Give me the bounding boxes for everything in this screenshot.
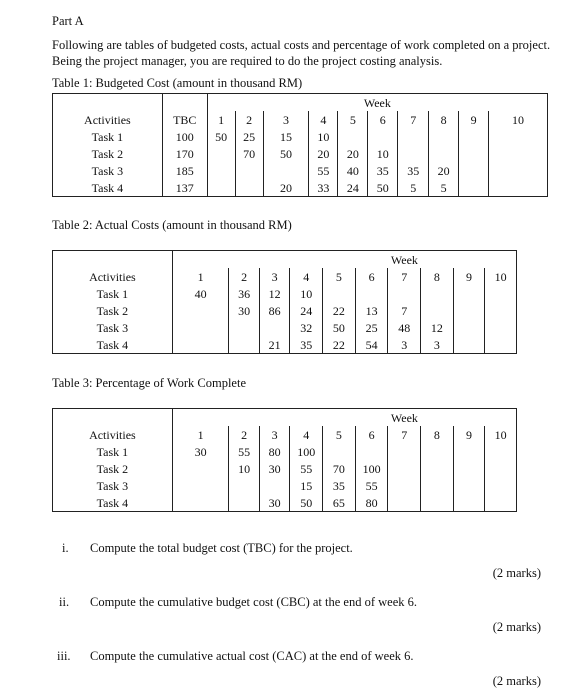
value-cell: 3 [421, 336, 454, 354]
value-cell: 50 [290, 494, 323, 512]
question-3-text: Compute the cumulative actual cost (CAC) at the end of week 6. [90, 649, 414, 663]
value-cell [388, 443, 421, 460]
value-cell: 25 [235, 128, 263, 145]
table-header-row [53, 111, 548, 128]
value-cell [355, 443, 388, 460]
column-header: 5 [338, 111, 368, 128]
column-header: 4 [309, 111, 338, 128]
question-2-number: ii. [59, 595, 70, 609]
value-cell [429, 128, 459, 145]
question-1-marks: (2 marks) [492, 566, 541, 580]
value-cell [388, 285, 421, 302]
work-complete-table [52, 408, 517, 512]
task-name-cell: Task 4 [53, 336, 173, 354]
value-cell: 10 [229, 460, 259, 477]
table-row [53, 251, 517, 269]
value-cell: 20 [309, 145, 338, 162]
column-header: 6 [355, 426, 388, 443]
value-cell: 50 [323, 319, 356, 336]
value-cell [421, 285, 454, 302]
task-name-cell: Task 4 [53, 494, 173, 512]
column-header: 1 [172, 268, 229, 285]
question-2-marks: (2 marks) [492, 620, 541, 634]
column-header: 8 [421, 426, 454, 443]
value-cell: 32 [290, 319, 323, 336]
column-header: 9 [453, 426, 485, 443]
value-cell: 3 [388, 336, 421, 354]
value-cell [485, 319, 517, 336]
table-row [53, 494, 517, 512]
table-cell [53, 251, 173, 269]
value-cell: 22 [323, 336, 356, 354]
value-cell [398, 145, 429, 162]
value-cell: 12 [259, 285, 289, 302]
table-row [53, 145, 548, 162]
value-cell: 10 [309, 128, 338, 145]
task-name-cell: Task 4 [53, 179, 163, 197]
value-cell [485, 477, 517, 494]
table-2-caption: Table 2: Actual Costs (amount in thousand RM) [52, 218, 292, 232]
value-cell: 50 [263, 145, 309, 162]
value-cell: 137 [162, 179, 207, 197]
week-header: Week [172, 409, 516, 427]
budget-cost-table [52, 93, 548, 197]
value-cell [421, 443, 454, 460]
value-cell: 55 [290, 460, 323, 477]
table-header-row [53, 268, 517, 285]
part-title: Part A [52, 14, 84, 28]
value-cell [388, 477, 421, 494]
table-header-row [53, 426, 517, 443]
intro-paragraph: Following are tables of budgeted costs, actual costs and percentage of work completed on a project. Being the project manager, you are required to do the project costing analysis. [52, 38, 551, 68]
value-cell: 24 [290, 302, 323, 319]
value-cell: 55 [229, 443, 259, 460]
value-cell [263, 162, 309, 179]
value-cell [459, 179, 489, 197]
value-cell: 5 [398, 179, 429, 197]
value-cell [172, 319, 229, 336]
task-name-cell: Task 3 [53, 319, 173, 336]
table-cell [53, 94, 163, 112]
column-header: 1 [172, 426, 229, 443]
value-cell [489, 145, 548, 162]
value-cell [235, 179, 263, 197]
task-name-cell: Task 2 [53, 460, 173, 477]
column-header: 3 [259, 426, 289, 443]
column-header: 10 [489, 111, 548, 128]
column-header: 5 [323, 268, 356, 285]
value-cell [421, 302, 454, 319]
value-cell: 48 [388, 319, 421, 336]
value-cell [398, 128, 429, 145]
value-cell: 22 [323, 302, 356, 319]
value-cell: 70 [235, 145, 263, 162]
table-cell [162, 94, 207, 112]
column-header: 8 [429, 111, 459, 128]
value-cell [388, 460, 421, 477]
value-cell: 25 [355, 319, 388, 336]
value-cell: 40 [338, 162, 368, 179]
value-cell: 15 [263, 128, 309, 145]
value-cell: 80 [355, 494, 388, 512]
value-cell: 100 [355, 460, 388, 477]
value-cell [368, 128, 398, 145]
table-row [53, 302, 517, 319]
column-header: 8 [421, 268, 454, 285]
table-3-caption: Table 3: Percentage of Work Complete [52, 376, 247, 390]
value-cell: 50 [368, 179, 398, 197]
question-3-number: iii. [57, 649, 71, 663]
task-name-cell: Task 2 [53, 145, 163, 162]
column-header: 1 [207, 111, 235, 128]
value-cell [207, 179, 235, 197]
activities-header: Activities [53, 426, 173, 443]
value-cell: 40 [172, 285, 229, 302]
value-cell: 30 [172, 443, 229, 460]
value-cell: 21 [259, 336, 289, 354]
column-header: 4 [290, 426, 323, 443]
value-cell: 170 [162, 145, 207, 162]
value-cell [207, 162, 235, 179]
question-3-marks: (2 marks) [492, 674, 541, 688]
question-1-number: i. [62, 541, 69, 555]
value-cell: 13 [355, 302, 388, 319]
value-cell [485, 460, 517, 477]
value-cell: 35 [323, 477, 356, 494]
actual-cost-table [52, 250, 517, 354]
column-header: 9 [453, 268, 485, 285]
column-header: 2 [235, 111, 263, 128]
value-cell [421, 494, 454, 512]
column-header: 7 [388, 268, 421, 285]
value-cell [229, 494, 259, 512]
value-cell [489, 162, 548, 179]
column-header: 9 [459, 111, 489, 128]
value-cell: 10 [368, 145, 398, 162]
value-cell [459, 145, 489, 162]
activities-header: Activities [53, 268, 173, 285]
value-cell [259, 319, 289, 336]
value-cell: 86 [259, 302, 289, 319]
table-row [53, 128, 548, 145]
value-cell: 55 [309, 162, 338, 179]
value-cell [207, 145, 235, 162]
value-cell [485, 285, 517, 302]
value-cell: 55 [355, 477, 388, 494]
table-row [53, 319, 517, 336]
value-cell: 33 [309, 179, 338, 197]
week-header: Week [172, 251, 516, 269]
column-header: 2 [229, 268, 259, 285]
value-cell: 65 [323, 494, 356, 512]
value-cell: 30 [259, 460, 289, 477]
value-cell [421, 477, 454, 494]
column-header: 6 [355, 268, 388, 285]
value-cell: 35 [398, 162, 429, 179]
column-header: 7 [388, 426, 421, 443]
value-cell [485, 443, 517, 460]
value-cell: 30 [259, 494, 289, 512]
value-cell [453, 302, 485, 319]
task-name-cell: Task 3 [53, 477, 173, 494]
value-cell [453, 494, 485, 512]
value-cell [485, 302, 517, 319]
task-name-cell: Task 3 [53, 162, 163, 179]
value-cell [485, 494, 517, 512]
table-row [53, 179, 548, 197]
value-cell: 10 [290, 285, 323, 302]
value-cell: 100 [290, 443, 323, 460]
value-cell [453, 477, 485, 494]
table-row [53, 94, 548, 112]
task-name-cell: Task 1 [53, 128, 163, 145]
value-cell [485, 336, 517, 354]
value-cell [453, 336, 485, 354]
table-cell [53, 409, 173, 427]
table-row [53, 162, 548, 179]
column-header: 10 [485, 268, 517, 285]
value-cell: 30 [229, 302, 259, 319]
task-name-cell: Task 1 [53, 443, 173, 460]
value-cell [453, 443, 485, 460]
value-cell [355, 285, 388, 302]
value-cell: 70 [323, 460, 356, 477]
value-cell [429, 145, 459, 162]
value-cell [172, 460, 229, 477]
column-header: 2 [229, 426, 259, 443]
value-cell: 12 [421, 319, 454, 336]
task-name-cell: Task 1 [53, 285, 173, 302]
value-cell [229, 336, 259, 354]
value-cell: 20 [429, 162, 459, 179]
value-cell: 15 [290, 477, 323, 494]
value-cell: 7 [388, 302, 421, 319]
value-cell: 185 [162, 162, 207, 179]
column-header: 3 [259, 268, 289, 285]
value-cell: 80 [259, 443, 289, 460]
value-cell [338, 128, 368, 145]
value-cell: 54 [355, 336, 388, 354]
column-header: TBC [162, 111, 207, 128]
value-cell: 5 [429, 179, 459, 197]
value-cell [489, 179, 548, 197]
value-cell: 100 [162, 128, 207, 145]
week-header: Week [207, 94, 547, 112]
table-row [53, 477, 517, 494]
value-cell: 20 [338, 145, 368, 162]
question-2-text: Compute the cumulative budget cost (CBC) at the end of week 6. [90, 595, 418, 609]
value-cell: 35 [368, 162, 398, 179]
table-row [53, 285, 517, 302]
value-cell: 50 [207, 128, 235, 145]
value-cell [172, 336, 229, 354]
table-row [53, 460, 517, 477]
value-cell [453, 285, 485, 302]
value-cell: 36 [229, 285, 259, 302]
value-cell [172, 302, 229, 319]
column-header: 6 [368, 111, 398, 128]
table-row [53, 336, 517, 354]
column-header: 4 [290, 268, 323, 285]
column-header: 7 [398, 111, 429, 128]
question-1-text: Compute the total budget cost (TBC) for the project. [90, 541, 353, 555]
value-cell: 20 [263, 179, 309, 197]
value-cell [229, 477, 259, 494]
value-cell [323, 443, 356, 460]
table-row [53, 409, 517, 427]
value-cell [459, 162, 489, 179]
value-cell [459, 128, 489, 145]
value-cell [172, 494, 229, 512]
value-cell [323, 285, 356, 302]
value-cell [489, 128, 548, 145]
value-cell [172, 477, 229, 494]
value-cell [453, 460, 485, 477]
activities-header: Activities [53, 111, 163, 128]
value-cell [388, 494, 421, 512]
column-header: 5 [323, 426, 356, 443]
table-row [53, 443, 517, 460]
value-cell [229, 319, 259, 336]
task-name-cell: Task 2 [53, 302, 173, 319]
value-cell: 24 [338, 179, 368, 197]
value-cell [259, 477, 289, 494]
column-header: 3 [263, 111, 309, 128]
table-1-caption: Table 1: Budgeted Cost (amount in thousand RM) [52, 76, 303, 90]
value-cell [235, 162, 263, 179]
value-cell [421, 460, 454, 477]
value-cell: 35 [290, 336, 323, 354]
value-cell [453, 319, 485, 336]
column-header: 10 [485, 426, 517, 443]
